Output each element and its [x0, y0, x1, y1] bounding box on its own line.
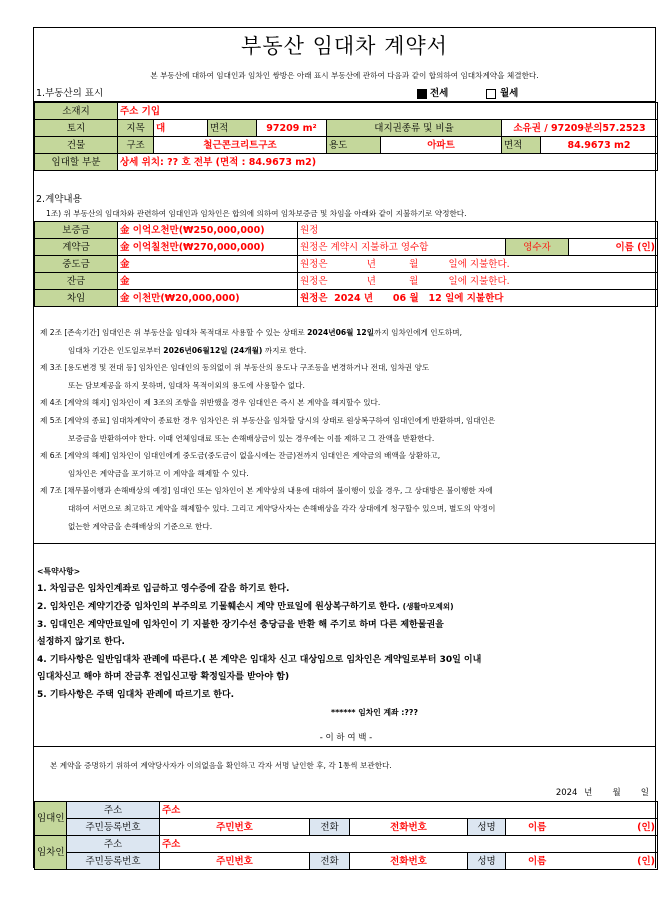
building-area-label: 면적: [502, 137, 541, 154]
land-category-value[interactable]: 대: [154, 120, 208, 137]
lessor-id-row: [35, 819, 658, 836]
lessor-address-row: [35, 802, 658, 819]
payment-label: 중도금: [35, 256, 118, 273]
building-label: 건물: [35, 137, 118, 154]
payment-label: 차임: [35, 290, 118, 307]
special-term-item: 4. 기타사항은 일반임대차 관례에 따른다.( 본 계약은 임대차 신고 대상임으로 임차인은 계약일로부터 30일 이내: [37, 654, 482, 665]
payment-terms[interactable]: 원정은 년 월 일에 지불한다.: [298, 273, 658, 290]
wolse-label: 월세: [500, 88, 519, 99]
special-term-item: 설정하지 않기로 한다.: [37, 637, 125, 647]
special-term-item: 3. 임대인은 계약만료일에 임차인이 기 지불한 장기수선 충당금을 반환 해 주기로 하며 다른 제한물권을: [37, 619, 444, 630]
lessee-address-label: 주소: [67, 836, 160, 853]
leased-part-value[interactable]: 상세 위치: ?? 호 전부 (면적 : 84.9673 m2): [118, 154, 658, 171]
land-row: [35, 120, 658, 137]
end-mark: - 이 하 여 백 -: [319, 732, 373, 743]
location-value[interactable]: 주소 기입: [118, 103, 658, 120]
section1-header: [34, 86, 655, 102]
lessee-name-value: 이름: [528, 855, 547, 867]
land-right-value[interactable]: 소유권 / 97209분의57.2523: [502, 120, 658, 137]
payment-row-balance: [35, 273, 658, 290]
payment-table: [34, 221, 658, 307]
document-title: 부동산 임대차 계약서: [241, 34, 448, 58]
jeonse-checkbox[interactable]: [417, 89, 427, 99]
receiver-value[interactable]: 이름 (인): [569, 239, 658, 256]
intro-text: 본 부동산에 대하여 임대인과 임차인 쌍방은 아래 표시 부동산에 관하여 다음과 같이 합의하여 임대차계약을 체결한다.: [150, 71, 539, 80]
lessor-role-label: 임대인: [35, 802, 67, 836]
lessor-name-cell[interactable]: [506, 819, 658, 836]
lessee-address-row: [35, 836, 658, 853]
article-line: 제 3조 [용도변경 및 전대 등] 임차인은 임대인의 동의없이 위 부동산의 용도나 구조등을 변경하거나 전대, 임차권 양도: [40, 363, 430, 373]
articles-list: [34, 324, 655, 535]
lessor-id-value[interactable]: 주민번호: [160, 819, 310, 836]
leased-part-row: [35, 154, 658, 171]
special-terms-heading: <특약사항>: [37, 567, 81, 576]
wolse-checkbox[interactable]: [486, 89, 496, 99]
payment-row-interim: [35, 256, 658, 273]
special-term-item: 1. 차임금은 임차인계좌로 입금하고 영수증에 갈음 하기로 한다.: [37, 583, 290, 594]
article-line: 임대차 기간은 인도일로부터 2026년06월12일 (24개월) 까지로 한다.: [68, 345, 307, 355]
special-term-item: 임대차신고 해야 하며 잔금후 전입신고랑 확정일자를 받아야 함): [37, 672, 290, 682]
lessee-name-cell[interactable]: [506, 853, 658, 870]
article-line: 제 6조 [계약의 해제] 임차인이 임대인에게 중도금(중도금이 없을시에는 잔금)전까지 임대인은 계약금의 배액을 상환하고,: [40, 451, 441, 461]
article-line: 제 4조 [계약의 해지] 임차인이 제 3조의 조항을 위반했을 경우 임대인은 즉시 본 계약을 해지할수 있다.: [40, 398, 381, 408]
lessee-phone-value[interactable]: 전화번호: [350, 853, 468, 870]
lessee-id-value[interactable]: 주민번호: [160, 853, 310, 870]
lessee-address-value[interactable]: 주소: [160, 836, 658, 853]
payment-terms: 원정은 계약시 지불하고 영수함: [298, 239, 506, 256]
property-table: [34, 102, 658, 171]
lessor-phone-value[interactable]: 전화번호: [350, 819, 468, 836]
lessee-name-label: 성명: [468, 853, 506, 870]
building-use-value[interactable]: 아파트: [381, 137, 502, 154]
lessor-id-label: 주민등록번호: [67, 819, 160, 836]
special-term-item: 5. 기타사항은 주택 임대차 관례에 따르기로 한다.: [37, 689, 235, 700]
lessor-address-value[interactable]: 주소: [160, 802, 658, 819]
payment-row-rent: [35, 290, 658, 307]
article-line: 제 7조 [채무불이행과 손해배상의 예정] 임대인 또는 임차인이 본 계약상의 내용에 대하여 불이행이 있을 경우, 그 상대방은 불이행한 자에: [40, 486, 493, 496]
lessee-role-label: 임차인: [35, 836, 67, 870]
payment-amount[interactable]: 金: [118, 273, 298, 290]
divider: [34, 746, 655, 747]
lessee-id-row: [35, 853, 658, 870]
article-line: 또는 담보제공을 하지 못하며, 임대차 목적이외의 용도에 사용할수 없다.: [68, 380, 305, 390]
article-line: 제 5조 [계약의 종료] 임대차계약이 종료한 경우 임차인은 위 부동산을 임차할 당시의 상태로 원상복구하여 임대인에게 반환하며, 임대인은: [40, 415, 496, 425]
building-area-value[interactable]: 84.9673 m2: [541, 137, 658, 154]
lessee-seal: (인): [637, 855, 655, 867]
building-structure-label: 구조: [118, 137, 154, 154]
lessee-phone-label: 전화: [310, 853, 350, 870]
payment-terms[interactable]: 원정은 년 월 일에 지불한다.: [298, 256, 658, 273]
land-area-label: 면적: [208, 120, 257, 137]
article-line: 제 2조 [존속기간] 임대인은 위 부동산을 임대차 목적대로 사용할 수 있는 상태로 2024년06월 12일까지 임차인에게 인도하며,: [40, 328, 462, 337]
lessor-phone-label: 전화: [310, 819, 350, 836]
special-terms: [34, 563, 655, 747]
lessor-name-label: 성명: [468, 819, 506, 836]
land-category-label: 지목: [118, 120, 154, 137]
article-line: 보증금을 반환하여야 한다. 이때 연체임대료 또는 손해배상금이 있는 경우에는 이를 제하고 그 잔액을 반환한다.: [68, 433, 435, 443]
closing-statement: 본 계약을 증명하기 위하여 계약당사자가 이의없음을 확인하고 각자 서명 날인한 후, 각 1통씩 보관한다.: [50, 761, 392, 770]
account-note: ****** 임차인 계좌 :???: [331, 708, 418, 717]
location-label: 소재지: [35, 103, 118, 120]
parties-table: [34, 801, 658, 870]
jeonse-label: 전세: [430, 88, 449, 99]
article-line: 없는한 계약금을 손해배상의 기준으로 한다.: [68, 521, 213, 531]
lease-contract-sheet: [33, 27, 656, 868]
land-area-value[interactable]: 97209 m²: [257, 120, 327, 137]
special-term-item: 2. 임차인은 계약기간중 임차인의 부주의로 기물훼손시 계약 만료일에 원상복구하기로 한다. (생활마모제외): [37, 602, 454, 612]
payment-amount[interactable]: 金: [118, 256, 298, 273]
lessor-seal: (인): [637, 821, 655, 833]
payment-amount[interactable]: 金 이억칠천만(₩270,000,000): [118, 239, 298, 256]
leased-part-label: 임대할 부분: [35, 154, 118, 171]
section2-note: 1조) 위 부동산의 임대차와 관련하여 임대인과 임차인은 합의에 의하여 임차보증금 및 차임을 아래와 같이 지불하기로 약정한다.: [46, 209, 467, 218]
building-use-label: 용도: [327, 137, 381, 154]
receiver-label: 영수자: [506, 239, 569, 256]
building-structure-value[interactable]: 철근콘크리트구조: [154, 137, 327, 154]
land-right-label: 대지권종류 및 비율: [327, 120, 502, 137]
payment-terms[interactable]: 원정은 2024 년 06 월 12 일에 지불한다: [298, 290, 658, 307]
payment-terms: 원정: [298, 222, 658, 239]
payment-label: 잔금: [35, 273, 118, 290]
payment-row-contract: [35, 239, 658, 256]
payment-row-deposit: [35, 222, 658, 239]
payment-amount[interactable]: 金 이천만(₩20,000,000): [118, 290, 298, 307]
payment-label: 보증금: [35, 222, 118, 239]
divider: [34, 543, 655, 544]
payment-amount[interactable]: 金 이억오천만(₩250,000,000): [118, 222, 298, 239]
building-row: [35, 137, 658, 154]
article-line: 대하여 서면으로 최고하고 계약을 해제할수 있다. 그리고 계약당사자는 손해배상을 각각 상대에게 청구할수 있으며, 별도의 약정이: [68, 503, 496, 513]
location-row: [35, 103, 658, 120]
lessee-id-label: 주민등록번호: [67, 853, 160, 870]
contract-date[interactable]: 2024 년 월 일: [555, 788, 649, 798]
land-label: 토지: [35, 120, 118, 137]
lessor-address-label: 주소: [67, 802, 160, 819]
lessor-name-value: 이름: [528, 821, 547, 833]
section1-heading: 1.부동산의 표시: [36, 88, 104, 99]
article-line: 임차인은 계약금을 포기하고 이 계약을 해제할 수 있다.: [68, 468, 249, 478]
payment-label: 계약금: [35, 239, 118, 256]
section2-heading: 2.계약내용: [36, 194, 82, 205]
